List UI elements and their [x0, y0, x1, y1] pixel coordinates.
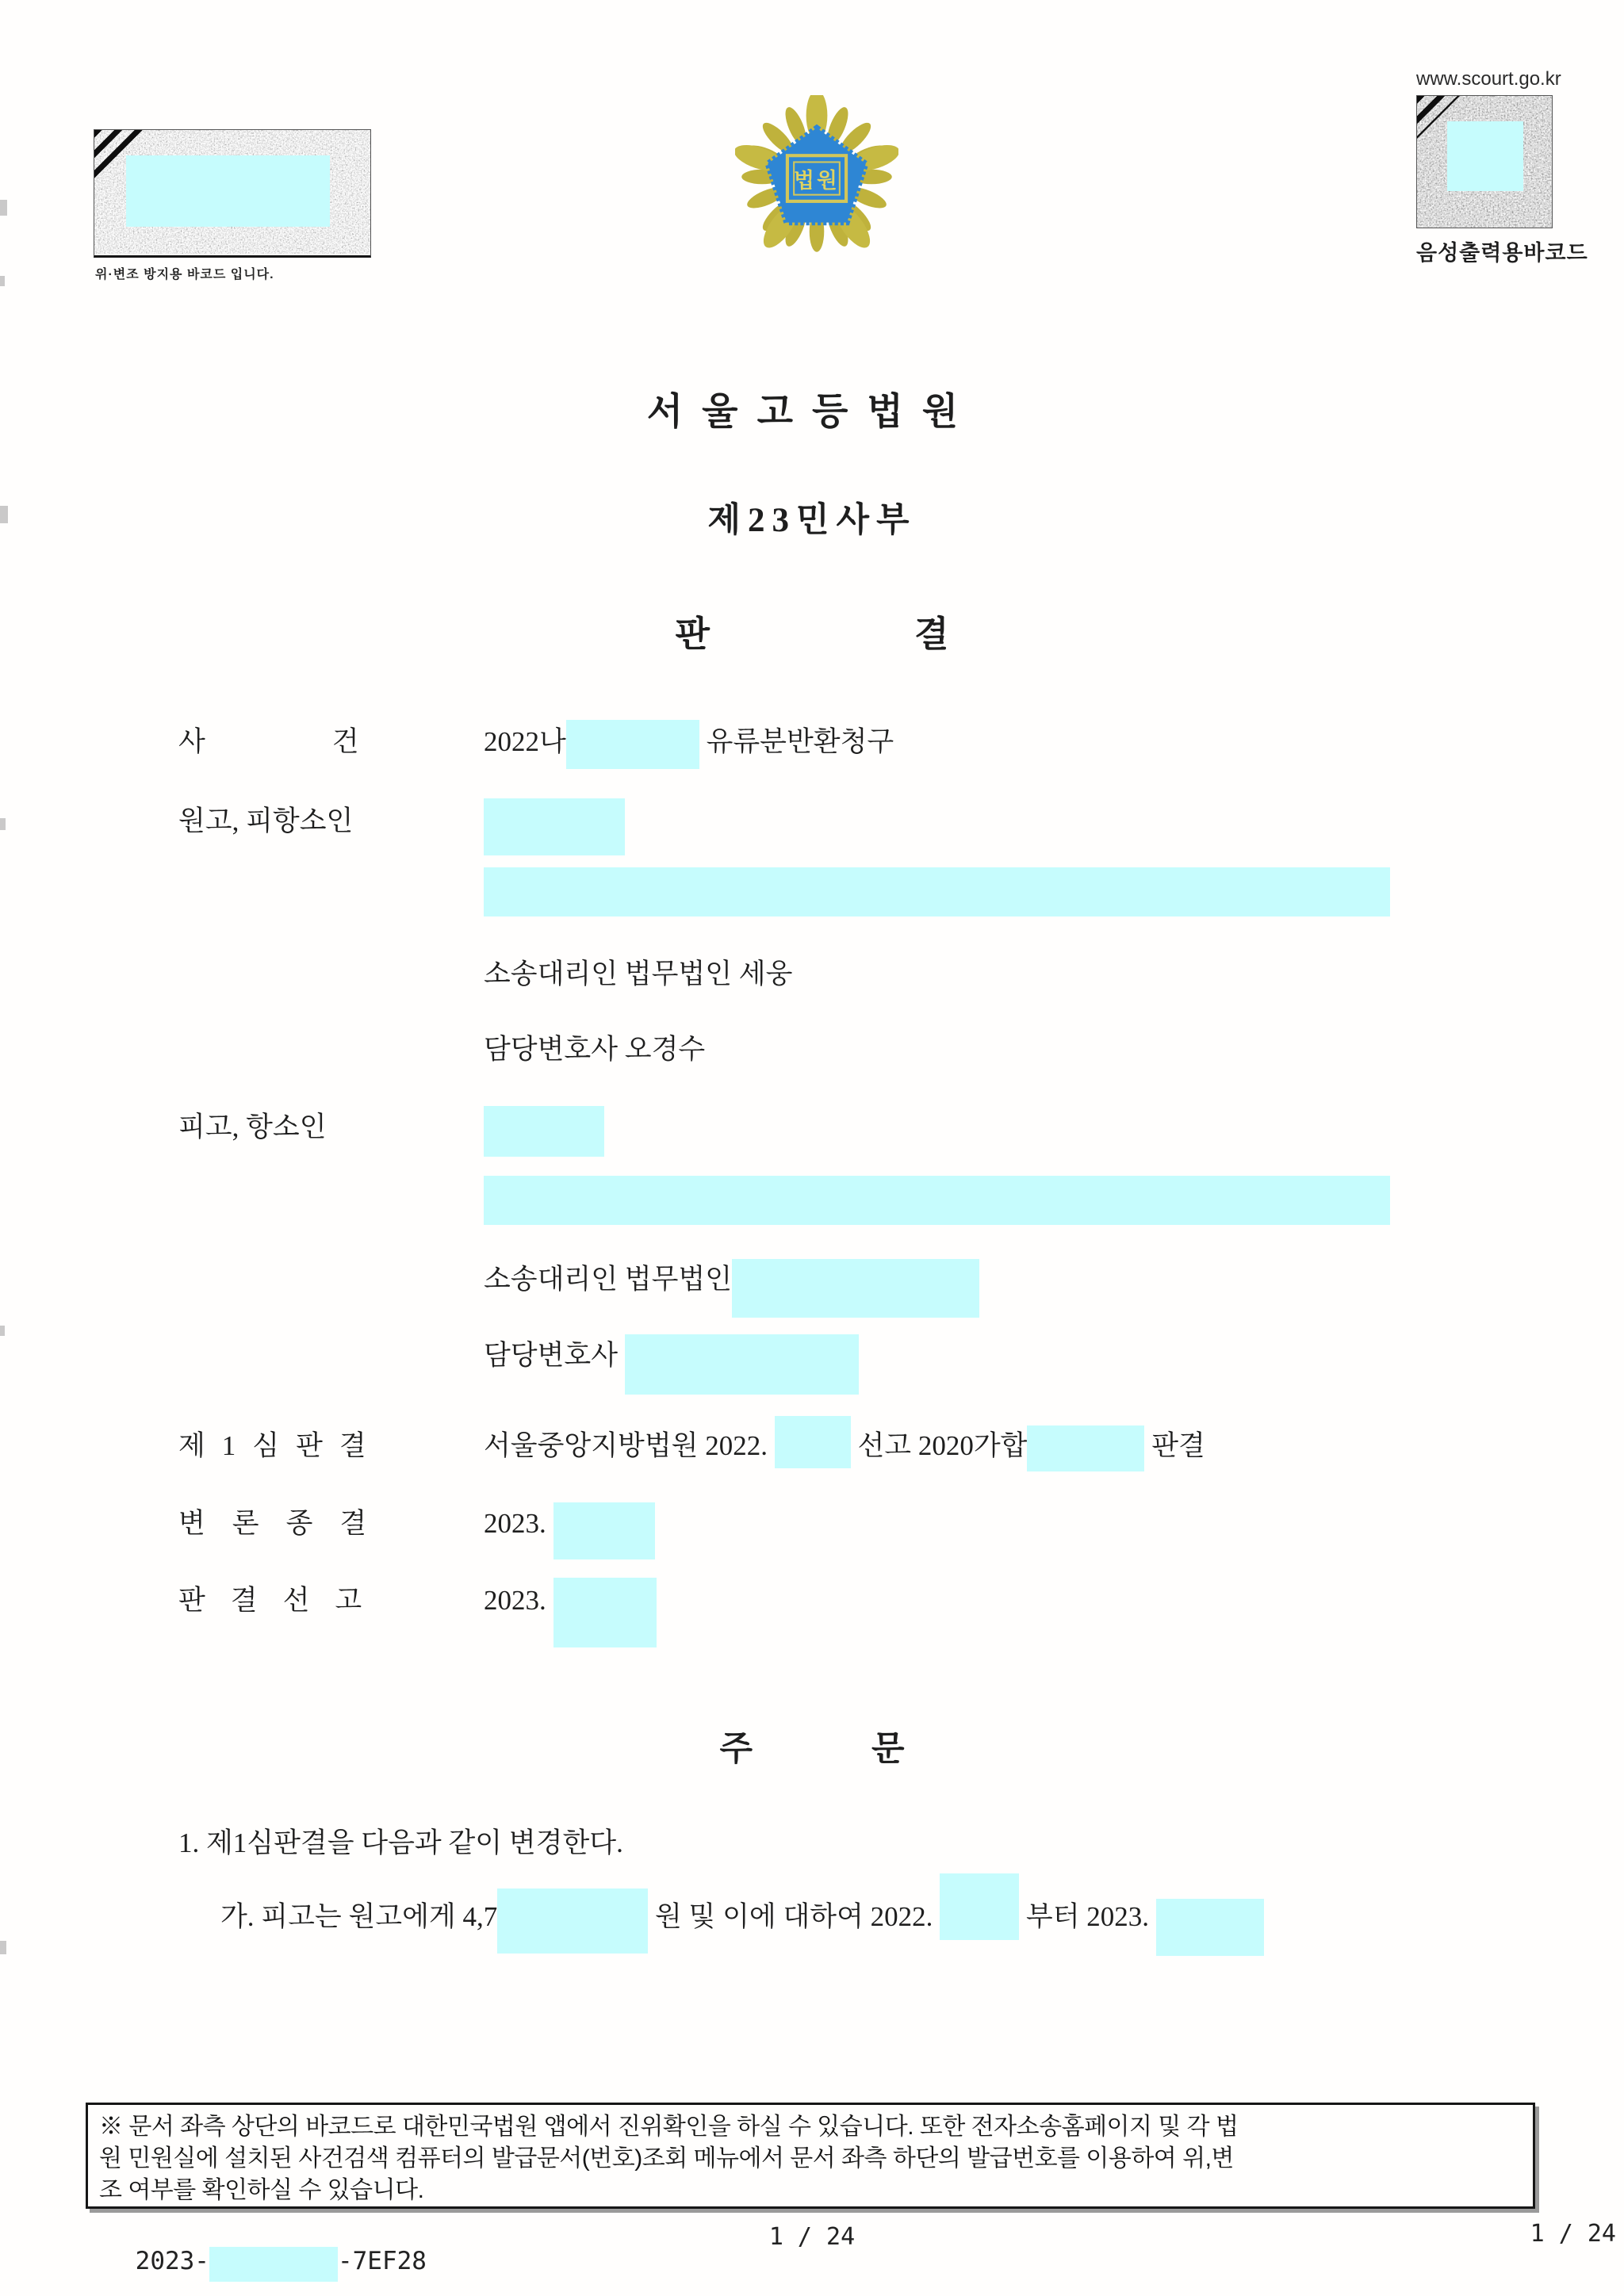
case-info-row: [178, 1179, 1390, 1218]
redaction-box: [940, 1873, 1019, 1940]
redaction-box: [775, 1416, 851, 1468]
text-segment: 2023.: [484, 1508, 553, 1539]
order-heading: 주문: [719, 1731, 1024, 1768]
text-segment: 2023.: [484, 1585, 553, 1616]
text-segment: 선고 2020가합: [850, 1430, 1028, 1461]
case-row-label: 변론종결: [178, 1508, 394, 1539]
redaction-box: [484, 1176, 1390, 1225]
voice-barcode-caption: 음성출력용바코드: [1416, 241, 1588, 265]
case-info-row: [178, 1582, 657, 1621]
redaction-box: [553, 1578, 657, 1647]
emblem-label: 법원: [794, 168, 840, 193]
notice-line: 원 민원실에 설치된 사건검색 컴퓨터의 발급문서(번호)조회 메뉴에서 문서 좌측 하단의 발급번호를 이용하여 위,변: [99, 2145, 1234, 2172]
division-title: 제23민사부: [707, 502, 917, 539]
court-title: 서울고등법원: [646, 392, 978, 433]
case-row-label: 피고, 항소인: [178, 1112, 327, 1142]
redaction-box: [484, 798, 625, 855]
page-number-right: 1 / 24: [1530, 2220, 1616, 2248]
court-emblem-graphic: [735, 95, 898, 258]
case-row-label: 사건: [178, 726, 486, 757]
case-info-row: [178, 1337, 859, 1376]
case-info-row: [178, 1108, 604, 1147]
case-row-label: 판결선고: [178, 1585, 388, 1616]
text-segment: 유류분반환청구: [699, 726, 894, 757]
scan-artifact: [0, 1326, 5, 1336]
notice-line: 조 여부를 확인하실 수 있습니다.: [99, 2177, 424, 2203]
redaction-box: [484, 1106, 604, 1157]
redaction-box: [625, 1334, 859, 1395]
text-segment: 부터 2023.: [1019, 1901, 1156, 1932]
redaction-box: [732, 1259, 979, 1318]
redaction-box: [553, 1502, 655, 1559]
case-row-value: [484, 1112, 604, 1142]
redaction-box: [1156, 1899, 1264, 1956]
redaction-box: [1027, 1425, 1144, 1471]
scan-artifact: [0, 506, 8, 523]
case-info-row: [178, 955, 792, 993]
redaction-box: [566, 720, 699, 769]
scan-artifact: [0, 818, 6, 830]
issue-number-suffix: -7EF28: [337, 2247, 427, 2275]
anti-forgery-barcode: [94, 129, 371, 258]
case-info-row: [178, 871, 1390, 909]
case-row-value: [484, 1508, 655, 1539]
text-segment: 가. 피고는 원고에게 4,7: [220, 1901, 498, 1932]
case-row-value: [484, 1034, 705, 1065]
case-row-value: [484, 1340, 859, 1371]
barcode-caption: 위·변조 방지용 바코드 입니다.: [95, 268, 274, 281]
case-row-value: [484, 1430, 1205, 1461]
case-row-value: [484, 806, 625, 836]
redaction-box: [1447, 121, 1523, 191]
redaction-box: [126, 155, 330, 227]
order-item-1a: [220, 1895, 1264, 1937]
text-segment: 담당변호사: [484, 1340, 625, 1371]
scan-artifact: [0, 1941, 6, 1954]
text-segment: 2022나: [484, 726, 566, 757]
text-segment: 판결: [1144, 1430, 1205, 1461]
order-item-1: 1. 제1심판결을 다음과 같이 변경한다.: [178, 1827, 623, 1858]
redaction-box: [497, 1888, 648, 1954]
case-row-value: [484, 1264, 979, 1295]
text-segment: 원 및 이에 대하여 2022.: [648, 1901, 940, 1932]
notice-line: ※ 문서 좌측 상단의 바코드로 대한민국법원 앱에서 진위확인을 하실 수 있습니다. 또한 전자소송홈페이지 및 각 법: [99, 2114, 1239, 2140]
case-row-value: [484, 726, 894, 757]
text-segment: 서울중앙지방법원 2022.: [484, 1430, 775, 1461]
scan-artifact: [0, 200, 7, 216]
verification-notice: [86, 2103, 1535, 2209]
text-segment: 담당변호사 오경수: [484, 1034, 706, 1065]
court-emblem: [735, 95, 898, 258]
case-row-value: [484, 959, 792, 989]
case-row-label: 원고, 피항소인: [178, 806, 354, 836]
case-info-row: [178, 1261, 979, 1299]
page-number-center: 1 / 24: [768, 2223, 856, 2251]
text-segment: 소송대리인 법무법인 세웅: [484, 959, 793, 989]
case-row-label: 제1심판결: [178, 1430, 383, 1461]
case-info-row: [178, 723, 894, 762]
scan-artifact: [0, 276, 5, 286]
scourt-url: www.scourt.go.kr: [1416, 68, 1561, 90]
voice-output-barcode: [1416, 95, 1553, 228]
judgment-title: 판결: [675, 614, 1154, 654]
issue-number-prefix: 2023-: [135, 2247, 209, 2275]
case-info-row: [178, 1505, 655, 1544]
redaction-box: [209, 2247, 338, 2282]
case-info-row: [178, 1427, 1205, 1466]
case-info-row: [178, 1031, 705, 1069]
case-row-value: [484, 1585, 657, 1616]
text-segment: 소송대리인 법무법인: [484, 1264, 733, 1295]
case-row-value: [484, 874, 1390, 905]
case-info-row: [178, 802, 625, 841]
case-row-value: [484, 1182, 1390, 1213]
redaction-box: [484, 867, 1390, 916]
